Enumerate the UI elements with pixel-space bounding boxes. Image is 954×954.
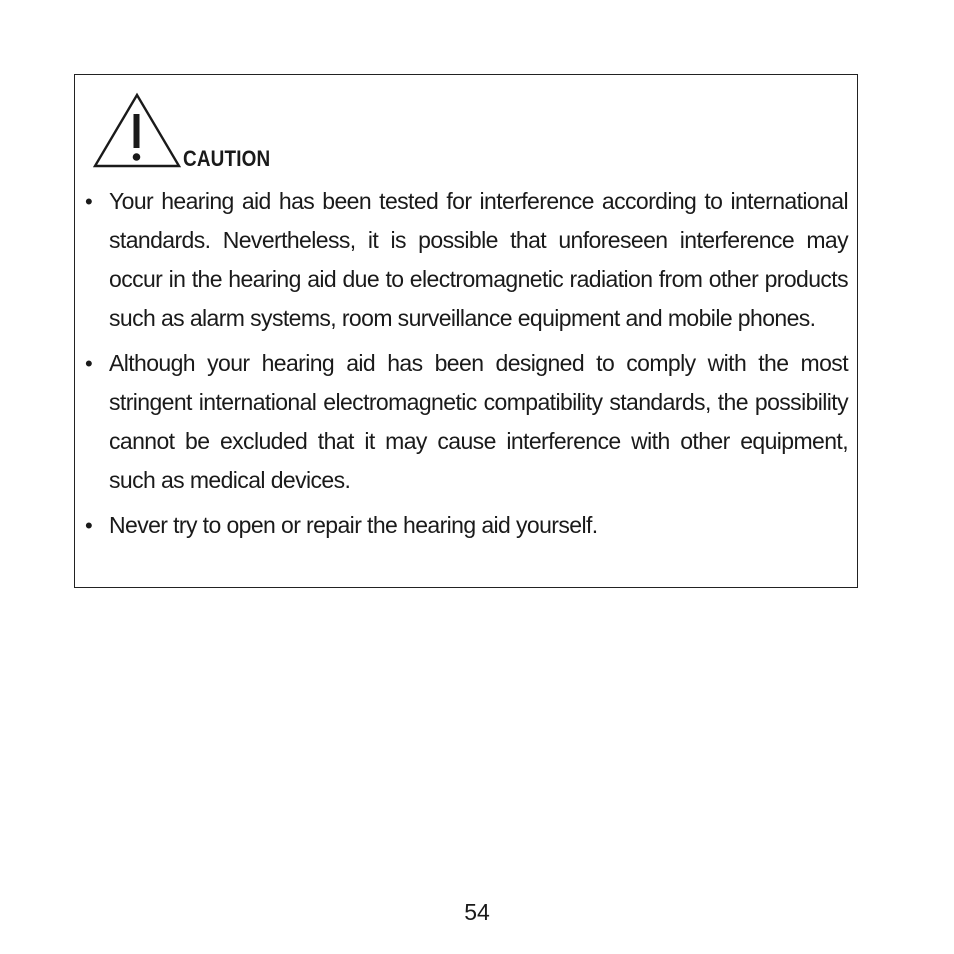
list-item-text: Your hearing aid has been tested for interference according to international standards. Nevertheless, it is possible that unforeseen interference may occur in the hearing aid due to electromagnetic radiation from other products such as alarm systems, room surveillance equipment and mobile phones. <box>109 188 848 331</box>
caution-box <box>74 74 858 588</box>
caution-header <box>92 90 285 170</box>
caution-list <box>84 182 848 551</box>
bullet-mark: • <box>85 351 93 376</box>
list-item <box>84 506 848 545</box>
list-item <box>84 344 848 500</box>
warning-triangle-icon <box>92 92 182 170</box>
list-item-text: Although your hearing aid has been designed to comply with the most stringent international electromagnetic compatibility standards, the possibility cannot be excluded that it may cause interference with other equipment, such as medical devices. <box>109 350 848 493</box>
page-number: 54 <box>464 899 490 925</box>
caution-title: CAUTION <box>183 146 271 171</box>
bullet-mark: • <box>85 189 93 214</box>
bullet-mark: • <box>85 513 93 538</box>
list-item <box>84 182 848 338</box>
list-item-text: Never try to open or repair the hearing aid yourself. <box>109 512 598 538</box>
